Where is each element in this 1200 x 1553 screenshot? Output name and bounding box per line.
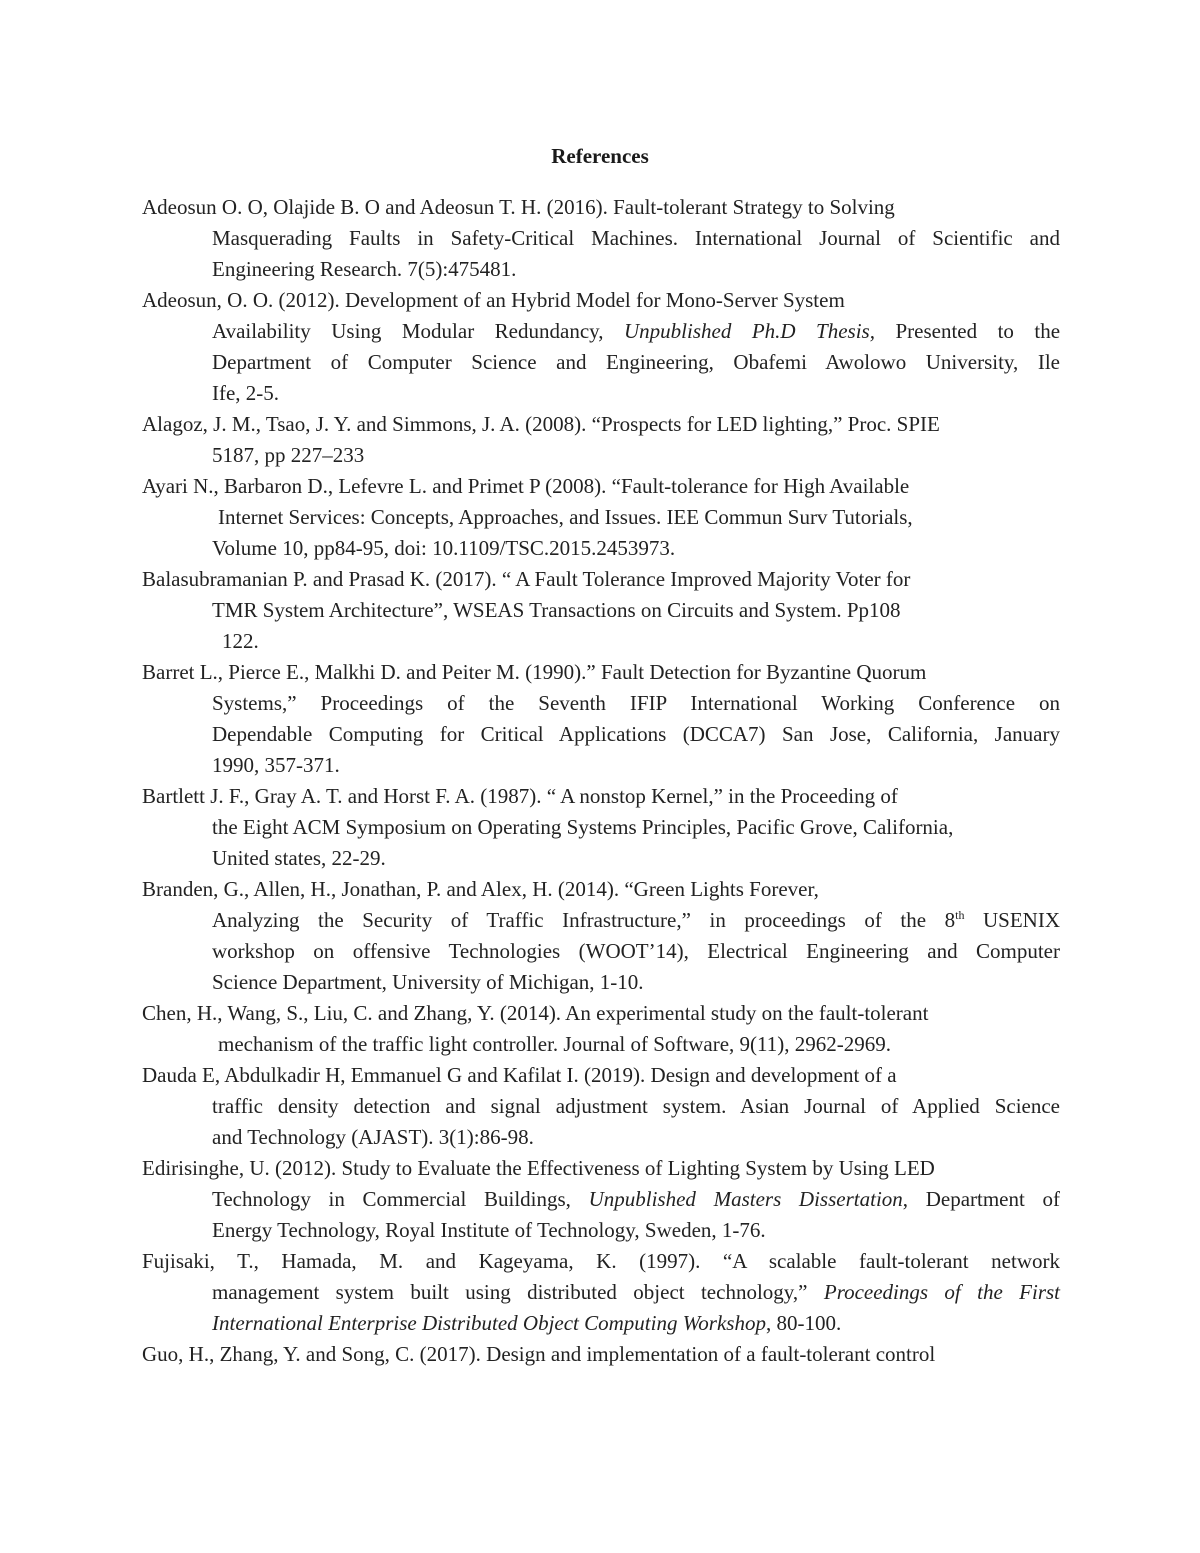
reference-line [142,1184,1060,1215]
reference-line: TMR System Architecture”, WSEAS Transactions on Circuits and System. Pp108 [212,598,901,622]
reference-line: Ife, 2-5. [212,381,280,405]
reference-entry [142,1153,1060,1246]
reference-line: Barret L., Pierce E., Malkhi D. and Peiter M. (1990).” Fault Detection for Byzantine Quorum [142,660,927,684]
reference-italic-text: Unpublished Masters Dissertation [588,1187,903,1211]
reference-line: Edirisinghe, U. (2012). Study to Evaluate the Effectiveness of Lighting System by Using LED [142,1156,935,1180]
reference-line: Energy Technology, Royal Institute of Technology, Sweden, 1-76. [212,1218,766,1242]
reference-italic-text: Unpublished Ph.D Thesis, [624,319,875,343]
reference-text: , 80-100. [765,1311,842,1335]
reference-line [142,905,1060,936]
reference-text: Availability Using Modular Redundancy, [212,319,604,343]
reference-entry [142,1246,1060,1339]
reference-entry [142,409,1060,471]
reference-line: Engineering Research. 7(5):475481. [212,257,517,281]
reference-line: the Eight ACM Symposium on Operating Systems Principles, Pacific Grove, California, [212,815,954,839]
reference-line: workshop on offensive Technologies (WOOT’14), Electrical Engineering and Computer [212,939,1060,963]
reference-line: Guo, H., Zhang, Y. and Song, C. (2017). Design and implementation of a fault-tolerant control [142,1342,936,1366]
reference-line: Dependable Computing for Critical Applications (DCCA7) San Jose, California, January [212,722,1060,746]
reference-text: Presented to the [895,319,1061,343]
reference-line: traffic density detection and signal adjustment system. Asian Journal of Applied Science [212,1094,1060,1118]
reference-text: USENIX [983,908,1060,932]
reference-italic-text: Proceedings of the First [823,1280,1060,1304]
reference-line: Dauda E, Abdulkadir H, Emmanuel G and Kafilat I. (2019). Design and development of a [142,1063,897,1087]
reference-line [142,1277,1060,1308]
reference-italic-text: International Enterprise Distributed Object Computing Workshop [212,1311,766,1335]
reference-line: Chen, H., Wang, S., Liu, C. and Zhang, Y. (2014). An experimental study on the fault-tolerant [142,1001,929,1025]
reference-entry [142,998,1060,1060]
reference-line: Science Department, University of Michigan, 1-10. [212,970,644,994]
reference-line: and Technology (AJAST). 3(1):86-98. [212,1125,534,1149]
reference-line: Adeosun, O. O. (2012). Development of an Hybrid Model for Mono-Server System [142,288,845,312]
reference-line: Branden, G., Allen, H., Jonathan, P. and Alex, H. (2014). “Green Lights Forever, [142,877,819,901]
reference-text: , Department of [902,1187,1060,1211]
reference-line: Bartlett J. F., Gray A. T. and Horst F. A. (1987). “ A nonstop Kernel,” in the Proceeding of [142,784,898,808]
reference-line: United states, 22-29. [212,846,386,870]
reference-line: 5187, pp 227–233 [212,443,365,467]
reference-line: Department of Computer Science and Engineering, Obafemi Awolowo University, Ile [212,350,1060,374]
reference-text: Technology in Commercial Buildings, [212,1187,571,1211]
reference-list [142,192,1060,1370]
reference-entry [142,874,1060,998]
reference-line: Volume 10, pp84-95, doi: 10.1109/TSC.2015.2453973. [212,536,676,560]
superscript-text: th [955,908,965,922]
reference-entry [142,564,1060,657]
reference-line [142,316,1060,347]
reference-line: Systems,” Proceedings of the Seventh IFIP International Working Conference on [212,691,1060,715]
reference-line: Fujisaki, T., Hamada, M. and Kageyama, K. (1997). “A scalable fault-tolerant network [142,1249,1060,1273]
reference-line: mechanism of the traffic light controller. Journal of Software, 9(11), 2962-2969. [218,1032,891,1056]
reference-entry [142,1060,1060,1153]
reference-line: 1990, 357-371. [212,753,340,777]
reference-text: management system built using distributed object technology,” [212,1280,808,1304]
reference-entry [142,781,1060,874]
reference-text: Analyzing the Security of Traffic Infrastructure,” in proceedings of the 8 [212,908,956,932]
reference-entry [142,1339,1060,1370]
reference-entry [142,192,1060,285]
reference-line [142,1308,1060,1339]
reference-line: Masquerading Faults in Safety-Critical Machines. International Journal of Scientific and [212,226,1060,250]
reference-line: Balasubramanian P. and Prasad K. (2017). “ A Fault Tolerance Improved Majority Voter for [142,567,911,591]
page-title: References [551,144,649,168]
reference-line: 122. [222,629,259,653]
reference-line: Alagoz, J. M., Tsao, J. Y. and Simmons, J. A. (2008). “Prospects for LED lighting,” Proc. SPIE [142,412,940,436]
reference-line: Adeosun O. O, Olajide B. O and Adeosun T. H. (2016). Fault-tolerant Strategy to Solving [142,195,895,219]
reference-line: Ayari N., Barbaron D., Lefevre L. and Primet P (2008). “Fault-tolerance for High Available [142,474,910,498]
reference-entry [142,471,1060,564]
reference-entry [142,285,1060,409]
reference-entry [142,657,1060,781]
reference-line: Internet Services: Concepts, Approaches, and Issues. IEE Commun Surv Tutorials, [218,505,913,529]
